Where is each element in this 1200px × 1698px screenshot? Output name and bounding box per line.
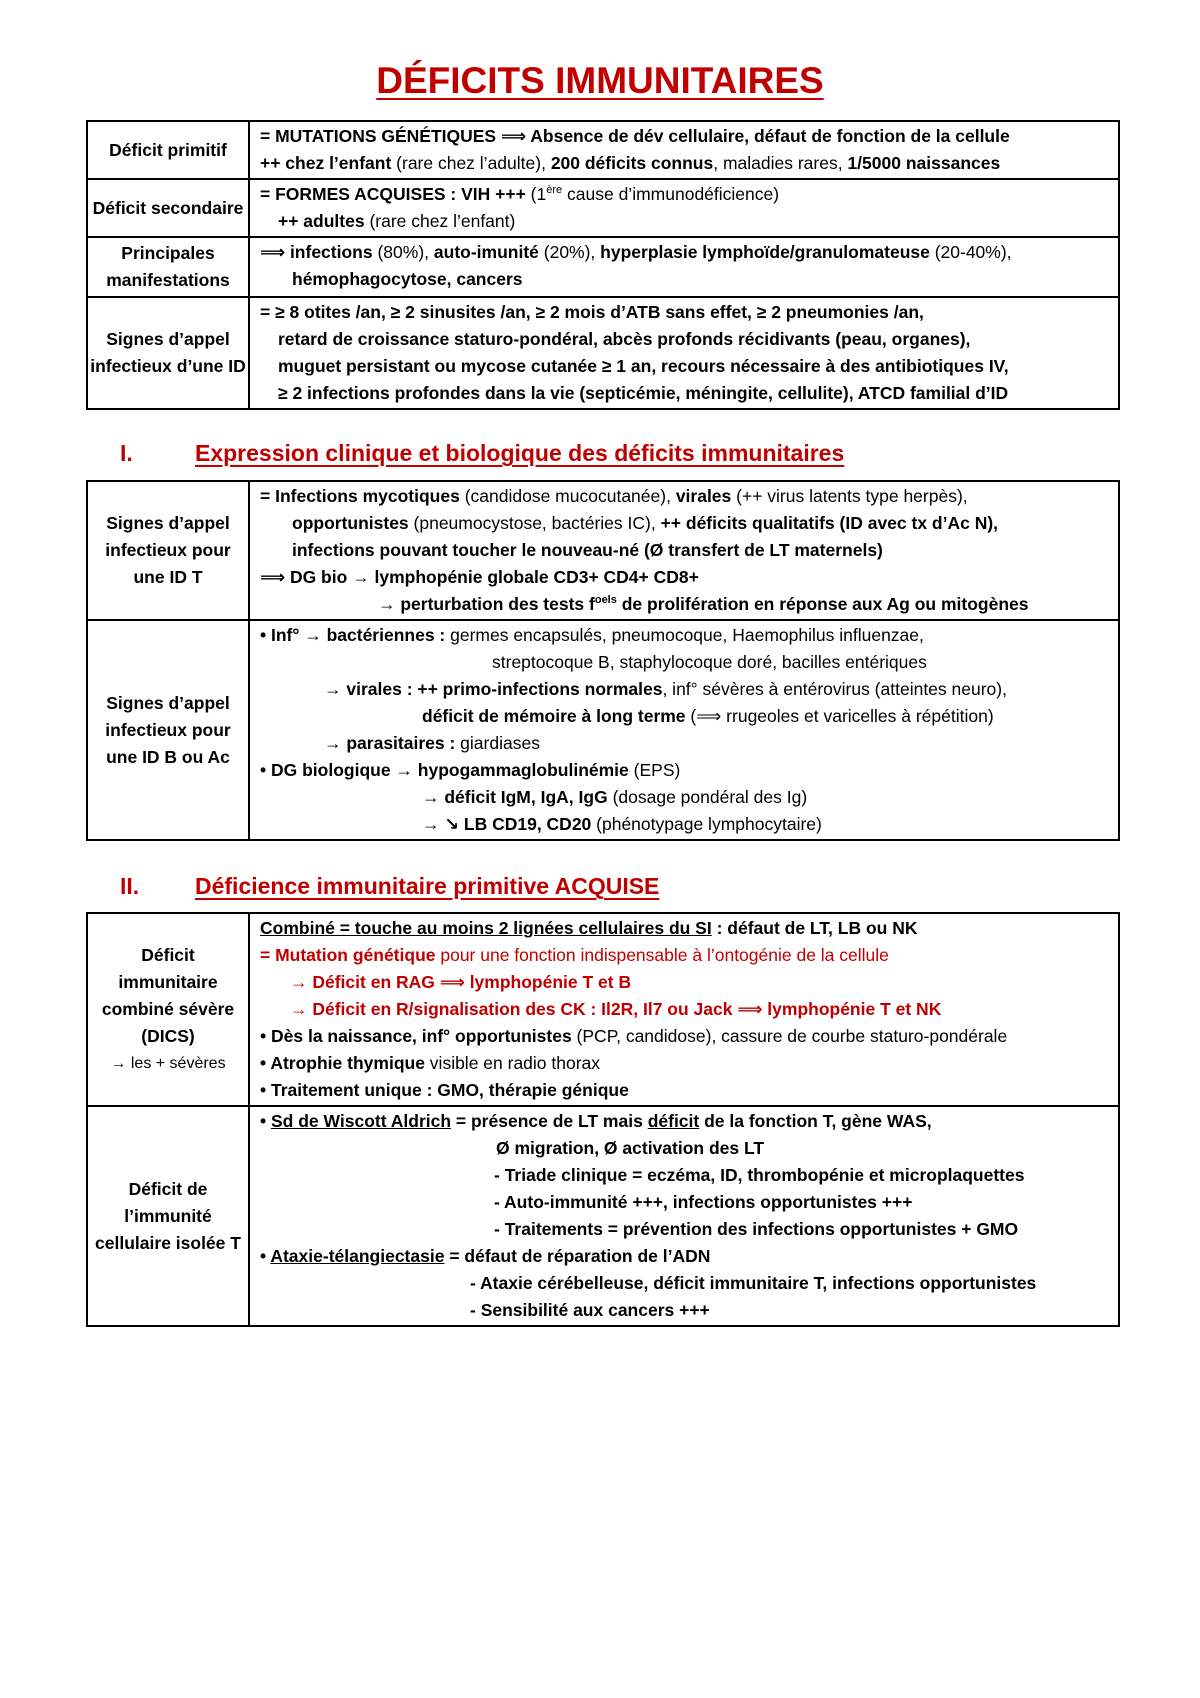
text-line: streptocoque B, staphylocoque doré, bacilles entériques [492, 652, 927, 672]
row-header [87, 913, 249, 1106]
text-span: Combiné = touche au moins 2 lignées cellulaires du SI [260, 918, 712, 938]
text-span: → parasitaires : [324, 733, 456, 753]
text-span: opportunistes [292, 513, 409, 533]
row-content [249, 1106, 1119, 1326]
text-line: - Triade clinique = eczéma, ID, thrombopénie et microplaquettes [494, 1165, 1025, 1185]
text-span: 200 déficits connus [550, 153, 714, 173]
table-row [87, 913, 1119, 1106]
text-span: (80%), [372, 242, 434, 262]
row-content [249, 620, 1119, 840]
text-span: ++ chez l’enfant [260, 153, 392, 173]
section-title: Expression clinique et biologique des déficits immunitaires [195, 440, 845, 466]
row-header: Signes d’appel infectieux d’une ID [87, 297, 249, 409]
text-line: = ≥ 8 otites /an, ≥ 2 sinusites /an, ≥ 2 mois d’ATB sans effet, ≥ 2 pneumonies /an, [260, 302, 924, 322]
row-content [249, 913, 1119, 1106]
text-span: → virales : ++ primo-infections normales [324, 679, 663, 699]
table-row [87, 297, 1119, 409]
text-span: hyperplasie lymphoïde/granulomateuse [600, 242, 930, 262]
clinical-table [86, 480, 1120, 841]
text-span: • [260, 1111, 271, 1131]
text-line: → les + sévères [110, 1055, 226, 1072]
text-span: (++ virus latents type herpès), [731, 486, 968, 506]
text-line: retard de croissance staturo-pondéral, abcès profonds récidivants (peau, organes), [278, 329, 971, 349]
text-line: → Déficit en RAG ⟹ lymphopénie T et B [290, 972, 632, 992]
text-span: auto-imunité [433, 242, 539, 262]
page-title: DÉFICITS IMMUNITAIRES [376, 60, 824, 101]
text-span: (pneumocystose, bactéries IC), [408, 513, 661, 533]
row-content [249, 481, 1119, 620]
superscript: oels [594, 594, 617, 607]
text-span: pour une fonction indispensable à l’ontogénie de la cellule [435, 945, 889, 965]
row-content [249, 237, 1119, 297]
text-span: de prolifération en réponse aux Ag ou mitogènes [616, 594, 1029, 614]
table-row [87, 481, 1119, 620]
text-line: - Traitements = prévention des infections opportunistes + GMO [494, 1219, 1019, 1239]
text-span: (PCP, candidose), [571, 1026, 722, 1046]
section-title: Déficience immunitaire primitive ACQUISE [195, 873, 660, 899]
text-span: = présence de LT mais [451, 1111, 648, 1131]
text-span: • Atrophie thymique [260, 1053, 425, 1073]
text-span: cause d’immunodéficience) [562, 184, 780, 204]
section-heading-2 [120, 873, 659, 900]
row-header: Déficit secondaire [87, 179, 249, 237]
text-span: • DG biologique → hypogammaglobulinémie [260, 760, 629, 780]
text-span: de la fonction T, gène WAS, [699, 1111, 932, 1131]
table-row [87, 1106, 1119, 1326]
text-line: - Ataxie cérébelleuse, déficit immunitaire T, infections opportunistes [470, 1273, 1037, 1293]
table-row [87, 237, 1119, 297]
text-span: (rare chez l’enfant) [364, 211, 516, 231]
text-span: ⟹ infections [260, 242, 373, 262]
text-span: (1 [525, 184, 547, 204]
text-span: giardiases [455, 733, 540, 753]
text-span: • [260, 1246, 271, 1266]
text-span: germes encapsulés, pneumocoque, Haemophilus influenzae, [445, 625, 924, 645]
text-span: , inf° sévères à entérovirus (atteintes neuro), [662, 679, 1007, 699]
text-span: (EPS) [628, 760, 681, 780]
row-header: Signes d’appel infectieux pour une ID T [87, 481, 249, 620]
table-row [87, 121, 1119, 179]
text-span: • Dès la naissance, inf° opportunistes [260, 1026, 572, 1046]
text-line: ⟹ DG bio → lymphopénie globale CD3+ CD4+ CD8+ [260, 567, 699, 587]
text-span: ++ déficits qualitatifs (ID avec tx d’Ac N), [660, 513, 999, 533]
text-span: déficit de mémoire à long terme [422, 706, 686, 726]
text-span: 1/5000 naissances [847, 153, 1001, 173]
text-line: muguet persistant ou mycose cutanée ≥ 1 an, recours nécessaire à des antibiotiques IV, [278, 356, 1009, 376]
text-line: = MUTATIONS GÉNÉTIQUES ⟹ Absence de dév cellulaire, défaut de fonction de la cellule [260, 126, 1010, 146]
text-span: (dosage pondéral des Ig) [607, 787, 808, 807]
row-content [249, 297, 1119, 409]
text-span: = FORMES ACQUISES : VIH +++ [260, 184, 526, 204]
text-span: visible en radio thorax [424, 1053, 601, 1073]
text-span: • Inf° → bactériennes : [260, 625, 446, 645]
text-span: ++ adultes [278, 211, 365, 231]
superscript: ère [546, 184, 563, 197]
text-span: , maladies rares, [713, 153, 848, 173]
text-line: infections pouvant toucher le nouveau-né (Ø transfert de LT maternels) [292, 540, 883, 560]
section-number: II. [120, 873, 140, 899]
text-line: - Sensibilité aux cancers +++ [470, 1300, 710, 1320]
primitive-deficit-table [86, 912, 1120, 1327]
text-span: (20-40%), [929, 242, 1012, 262]
text-span: Sd de Wiscott Aldrich [271, 1111, 452, 1131]
text-span: cassure de courbe staturo-pondérale [721, 1026, 1008, 1046]
text-span: = défaut de réparation de l’ADN [444, 1246, 711, 1266]
text-span: (candidose mucocutanée), [459, 486, 676, 506]
table-row [87, 620, 1119, 840]
text-line: → Déficit en R/signalisation des CK : Il2R, Il7 ou Jack ⟹ lymphopénie T et NK [290, 999, 942, 1019]
text-span: : défaut de LT, LB ou NK [711, 918, 918, 938]
text-span: = Infections mycotiques [260, 486, 460, 506]
text-span: (phénotypage lymphocytaire) [591, 814, 822, 834]
text-line: Déficit immunitaire combiné sévère (DICS) [101, 945, 235, 1046]
row-header: Déficit de l’immunité cellulaire isolée T [87, 1106, 249, 1326]
row-header: Déficit primitif [87, 121, 249, 179]
text-span: (⟹ rrugeoles et varicelles à répétition) [685, 706, 994, 726]
text-span: → déficit IgM, IgA, IgG [422, 787, 608, 807]
row-header: Signes d’appel infectieux pour une ID B ou Ac [87, 620, 249, 840]
text-line: • Traitement unique : GMO, thérapie génique [260, 1080, 629, 1100]
text-line: ≥ 2 infections profondes dans la vie (septicémie, méningite, cellulite), ATCD familial d’ID [278, 383, 1009, 403]
text-line: Ø migration, Ø activation des LT [496, 1138, 765, 1158]
text-line: - Auto-immunité +++, infections opportunistes +++ [494, 1192, 913, 1212]
text-span: → perturbation des tests f [378, 594, 595, 614]
section-heading-1 [120, 440, 844, 467]
section-number: I. [120, 440, 133, 466]
text-span: (20%), [538, 242, 601, 262]
row-header: Principales manifestations [87, 237, 249, 297]
row-content [249, 179, 1119, 237]
table-row [87, 179, 1119, 237]
text-span: → ↘ LB CD19, CD20 [422, 814, 592, 834]
text-span: (rare chez l’adulte), [391, 153, 551, 173]
summary-table [86, 120, 1120, 410]
text-span: virales [675, 486, 732, 506]
text-span: = Mutation génétique [260, 945, 436, 965]
text-line: hémophagocytose, cancers [292, 269, 523, 289]
text-span: Ataxie-télangiectasie [270, 1246, 445, 1266]
text-span: déficit [647, 1111, 700, 1131]
row-content [249, 121, 1119, 179]
